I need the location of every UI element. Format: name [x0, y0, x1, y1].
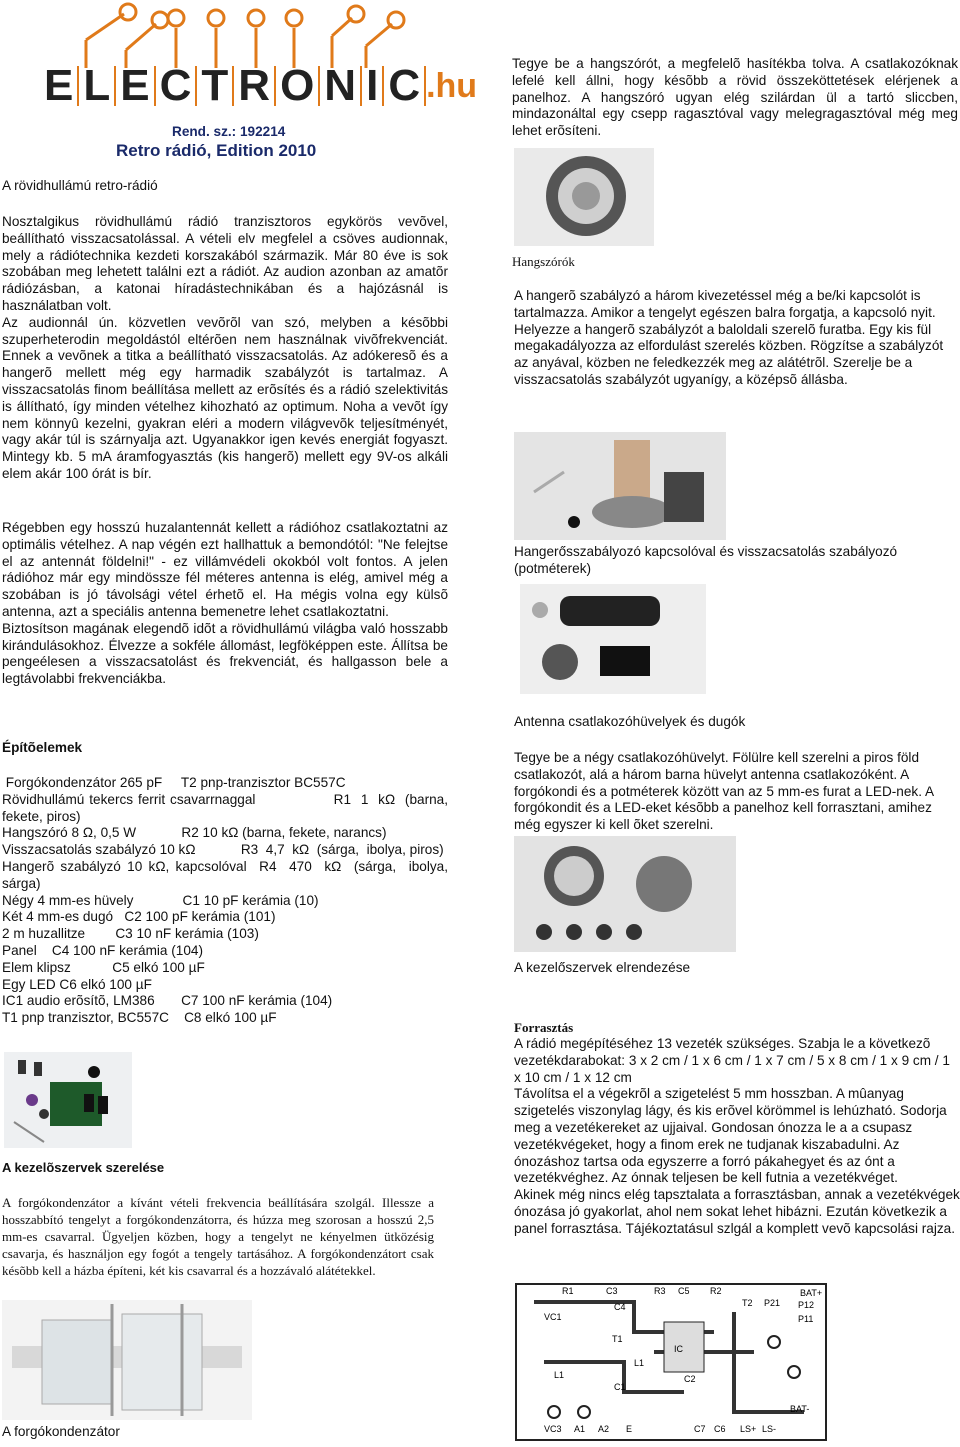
controls-text: A forgókondenzátor a kívánt vételi frekvencia beállítására szolgál. Illessze a hosszabbító tengelyt a forgókondenzátorra, és húzza meg szorosan a hosszú 2,5 mm-es csavarral. Ügyeljen közben, hogy a tengelyt ne kényelmen ütközésig csavarja, és használjon egy fogót a tengely tartásához. A forgókondenzátort csak késõbb kell a házba építeni, két kis csavarral és a hozzávaló alátétekkel.	[2, 1195, 434, 1278]
logo-letter: C	[382, 66, 426, 106]
parts-line: Egy LED C6 elkó 100 µF	[2, 976, 152, 992]
parts-line: T1 pnp tranzisztor, BC557C C8 elkó 100 µF	[2, 1010, 277, 1026]
pcb-label: C5	[678, 1286, 690, 1296]
pcb-label: C4	[614, 1302, 626, 1312]
tuning-capacitor-caption: A forgókondenzátor	[2, 1424, 120, 1439]
logo-letter: E	[114, 66, 153, 106]
intro-paragraph: Nosztalgikus rövidhullámú rádió tranzisztoros egykörös vevõvel, beállítható visszacsatolással. A vételi elv megfelel a csöves audionnak, mely a rádiótechnika kezdeti korszakából származik. Már 80 éve is sok szobában meg lehetett találni ezt a rádiót. Az audion azonban az amatõr rádiózásban, a katonai híradástechnikában és a hajózásnál is használatban volt.	[2, 214, 448, 313]
pcb-label: L1	[554, 1370, 565, 1380]
parts-line: Panel C4 100 nF kerámia (104)	[2, 942, 203, 958]
pcb-label: T1	[612, 1334, 623, 1344]
pcb-label: T2	[742, 1298, 753, 1308]
logo-letter: R	[232, 66, 274, 106]
antenna-paragraph: Régebben egy hosszú huzalantennát kellett a rádióhoz csatlakoztatni az optimális vételhez. A nap végén ezt hallhattuk a bemondótól: "Ne felejtse el az antennát földelni!" - ez villámvédeli okokból volt fontos. A jelen rádióhoz már egy mindössze fél méteres antenna is elég, amivel még a szobában is jó távolsági vétel érhetõ el. Ha mégis volna egy külsõ antenna, azt a speciális antenna bemenetre lehet csatlakoztatni.	[2, 520, 448, 619]
logo-letter: N	[318, 66, 360, 106]
controls-heading: A kezelõszervek szerelése	[2, 1160, 165, 1175]
pcb-label: BAT+	[800, 1288, 823, 1298]
parts-line: Forgókondenzátor 265 pF T2 pnp-tranzisztor BC557C	[2, 775, 346, 790]
logo-circuit-graphic	[36, 0, 426, 70]
pcb-label: C1	[614, 1382, 626, 1392]
speaker-photo	[514, 148, 654, 246]
parts-list	[2, 775, 452, 1027]
pcb-label: C3	[606, 1286, 618, 1296]
pcb-label: R2	[710, 1286, 722, 1296]
logo-letter: C	[154, 66, 196, 106]
components-photo	[4, 1052, 132, 1148]
pcb-label: VC3	[544, 1424, 562, 1434]
pcb-label: LS+	[740, 1424, 757, 1434]
section-subtitle: A rövidhullámú retro-rádió	[2, 178, 158, 193]
pcb-label: E	[626, 1424, 633, 1434]
speaker-text: Tegye be a hangszórót, a megfelelõ hasítékba tolva. A csatlakozóknak lefelé kell állni, hogy késõbb a rövid összeköttetések elérjenek a panelhoz. A hangszóró ugyan elég szilárdan ül a tartó sliccben, mindazonáltal egy csepp ragasztóval vagy melegragasztóval még meg lehet erõsíteni.	[512, 56, 958, 139]
jack-text: Tegye be a négy csatlakozóhüvelyt. Fölülre kell szerelni a piros föld csatlakozót, alá a három barna hüvelyt antenna csatlakozóként. A forgókondi és a potméterek között van az 5 mm-es furat a LED-nek. A forgókondit és a LED-eket késõbb a panelhoz kell forrasztani, amihez még egyszer ki kell õket szerelni.	[514, 750, 934, 833]
page-title: Retro rádió, Edition 2010	[116, 141, 317, 160]
pcb-label: R3	[654, 1286, 666, 1296]
pcb-label: A1	[574, 1424, 586, 1434]
pcb-label: L1	[634, 1358, 645, 1368]
parts-line: Két 4 mm-es dugó C2 100 pF kerámia (101)	[2, 909, 276, 925]
pcb-label: C2	[684, 1374, 696, 1384]
parts-line: Négy 4 mm-es hüvely C1 10 pF kerámia (10)	[2, 892, 319, 908]
parts-heading: Építõelemek	[2, 740, 83, 755]
logo-suffix: .hu	[426, 66, 478, 105]
parts-line: Elem klipsz C5 elkó 100 µF	[2, 959, 205, 975]
pcb-label: P11	[798, 1314, 814, 1324]
pot-text: A hangerõ szabályzó a három kivezetéssel még a be/ki kapcsolót is tartalmazza. Amikor a tengelyt egészen balra forgatja, a kapcsoló nyit. Helyezze a hangerõ szabályzót a baloldali szerelõ furatba. Egy kis fül megakadályozza az elfordulást szerelés közben. Rögzítse a szabályzót az anyával, közben ne feledkezzék meg az alátétrõl. Szerelje be a visszacsatolás szabályzót ugyanígy, a középsõ állásba.	[514, 288, 944, 387]
logo-letter: O	[274, 66, 318, 106]
parts-line: Visszacsatolás szabályzó 10 kΩ R3 4,7 kΩ (sárga, ibolya, piros)	[2, 842, 444, 858]
pcb-label: BAT-	[790, 1404, 810, 1414]
pcb-label: P21	[764, 1298, 781, 1308]
pcb-label: C6	[714, 1424, 726, 1434]
logo-letter: I	[360, 66, 382, 106]
pot-caption: Hangerősszabályozó kapcsolóval és visszacsatolás szabályozó (potméterek)	[514, 544, 898, 576]
controls-layout-photo	[514, 836, 736, 952]
intro-paragraph: Az audionnál ún. közvetlen vevõrõl van szó, melyben a késõbbi szuperheterodin megoldástól eltérõen nem használnak vivõfrekvenciát. Ennek a vevõnek a titka a beállítható visszacsatolás. Az adókeresõ és a hangerõ mellett még egy harmadik szabályzót is tartalmaz. A visszacsatolás finom beállítása mellett az erõsítés és a rádió szelektivitás is állítható, így minden vételhez kihozható az optimum. Noha a vevõt így nem könnyû kezelni, gyakran eléri a modern világvevõk teljesítményét, vagy akár túl is szárnyalja azt. Ugyanakkor igen kevés energiát fogyaszt. Mintegy kb. 5 mA áramfogyasztás (kis hangerõ) mellett egy 9V-os alkáli elem akár 100 órát is bír.	[2, 314, 448, 481]
antenna-paragraph: Biztosítson magának elegendõ idõt a rövidhullámú világba való hosszabb kirándulásokhoz. Élvezze a sokféle állomást, legföképpen este. Állítsa be pengeélesen a visszacsatolást és frekvenciát, és hallgasson bele a legtávolabbi frekvenciákba.	[2, 620, 448, 687]
logo-letter: T	[195, 66, 232, 106]
pcb-layout	[514, 1282, 828, 1442]
pcb-label: VC1	[544, 1312, 562, 1322]
intro-text	[2, 214, 448, 483]
solder-heading: Forrasztás	[514, 1020, 574, 1035]
speaker-caption: Hangszórók	[512, 254, 575, 269]
jack-caption: Antenna csatlakozóhüvelyek és dugók	[514, 714, 746, 729]
parts-line: Hangerõ szabályzó 10 kΩ, kapcsolóval R4 470 kΩ (sárga, ibolya, sárga)	[2, 858, 452, 891]
pcb-label: P12	[798, 1300, 815, 1310]
logo	[36, 0, 478, 110]
tuning-capacitor-photo	[2, 1300, 252, 1420]
antenna-text	[2, 520, 448, 688]
pcb-label: LS-	[762, 1424, 777, 1434]
controls-layout-caption: A kezelőszervek elrendezése	[514, 960, 691, 975]
order-number: Rend. sz.: 192214	[172, 124, 286, 139]
pcb-label: C7	[694, 1424, 706, 1434]
parts-line: Rövidhullámú tekercs ferrit csavarrnaggal R1 1 kΩ (barna, fekete, piros)	[2, 791, 452, 824]
pcb-label: IC	[674, 1344, 683, 1354]
parts-line: IC1 audio erõsítõ, LM386 C7 100 nF kerámia (104)	[2, 993, 333, 1009]
logo-letter: E	[44, 61, 74, 110]
logo-letter: L	[77, 66, 114, 106]
potentiometer-photo	[514, 432, 726, 540]
jack-photo	[520, 584, 706, 694]
pcb-label: R1	[562, 1286, 574, 1296]
solder-text: A rádió megépítéséhez 13 vezeték szükséges. Szabja le a következõ vezetékdarabokat: 3 x 2 cm / 1 x 6 cm / 1 x 7 cm / 5 x 8 cm / 1 x 9 cm / 1 x 10 cm / 1 x 12 cm Távolítsa el a végekrõl a szigetelést 5 mm hosszban. A mûanyag szigetelés viszonylag lágy, és kis erõvel körömmel is lehúzható. Sodorja meg a vezetékereket az ujjaival. Gondosan ónozza le a a csupasz vezetékvégeket, hogy a finom erek ne tudjanak kiszabadulni. Az ónozáshoz tartsa oda egyszerre a forró pákahegyet és az ónt a vezetékvéghez. Az ónnak teljesen be kell futnia a vezetékvéget. Akinek még nincs elég tapsztalata a forrasztásban, annak a vezetékvégek ónozása jó gyakorlat, ahol nem sokat lehet hibázni. Ezután következik a panel forrasztása. Tájékoztatásul szlgál a komplett vevõ kapcsolási rajza.	[514, 1036, 960, 1236]
pcb-label: A2	[598, 1424, 610, 1434]
parts-line: Hangszóró 8 Ω, 0,5 W R2 10 kΩ (barna, fekete, narancs)	[2, 825, 387, 841]
parts-line: 2 m huzallitze C3 10 nF kerámia (103)	[2, 926, 259, 942]
